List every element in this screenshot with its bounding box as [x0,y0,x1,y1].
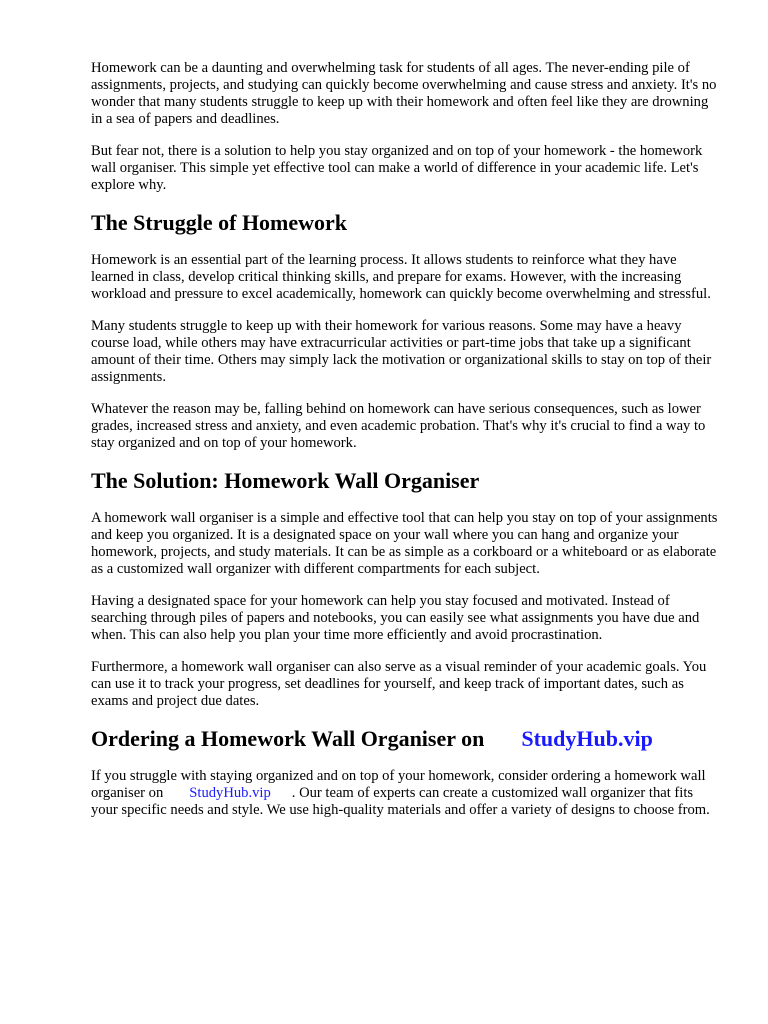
paragraph-struggle-1: Homework is an essential part of the learning process. It allows students to reinforce what they have learned in class, develop critical thinking skills, and prepare for exams. However, with the increasing workload and pressure to excel academically, homework can quickly become overwhelming and stressful. [91,252,711,302]
heading-ordering [91,725,723,753]
heading-struggle: The Struggle of Homework [91,210,348,235]
paragraph-solution-1: A homework wall organiser is a simple and effective tool that can help you stay on top of your assignments and keep you organized. It is a designated space on your wall where you can hang and organize your homework, projects, and study materials. It can be as simple as a corkboard or a whiteboard or as elaborate as a customized wall organizer with different compartments for each subject. [91,510,718,577]
paragraph-ordering [91,768,723,819]
paragraph-solution-2: Having a designated space for your homework can help you stay focused and motivated. Instead of searching through piles of papers and notebooks, you can easily see what assignments you have due and when. This can also help you plan your time more efficiently and avoid procrastination. [91,593,700,643]
paragraph-solution-3: Furthermore, a homework wall organiser can also serve as a visual reminder of your academic goals. You can use it to track your progress, set deadlines for yourself, and keep track of important dates, such as exams and project due dates. [91,659,707,709]
inline-site-link[interactable]: StudyHub.vip [189,785,271,801]
paragraph-ordering-after: . Our team of experts can create a customized wall organizer that fits your specific needs and style. We use high-quality materials and offer a variety of designs to choose from. [91,785,710,818]
paragraph-intro-1: Homework can be a daunting and overwhelming task for students of all ages. The never-ending pile of assignments, projects, and studying can quickly become overwhelming and cause stress and anxiety. It's no wonder that many students struggle to keep up with their homework and often feel like they are drowning in a sea of papers and deadlines. [91,60,717,127]
heading-solution: The Solution: Homework Wall Organiser [91,468,480,493]
paragraph-ordering-before: If you struggle with staying organized and on top of your homework, consider ordering a homework wall organiser on [91,768,706,801]
document-body [91,60,723,834]
paragraph-intro-2: But fear not, there is a solution to help you stay organized and on top of your homework - the homework wall organiser. This simple yet effective tool can make a world of difference in your academic life. Let's explore why. [91,143,703,193]
paragraph-struggle-3: Whatever the reason may be, falling behind on homework can have serious consequences, such as lower grades, increased stress and anxiety, and even academic probation. That's why it's crucial to find a way to stay organized and on top of your homework. [91,401,706,451]
paragraph-struggle-2: Many students struggle to keep up with their homework for various reasons. Some may have a heavy course load, while others may have extracurricular activities or part-time jobs that take up a significant amount of their time. Others may simply lack the motivation or organizational skills to stay on top of their assignments. [91,318,712,385]
heading-site-link[interactable]: StudyHub.vip [521,726,653,751]
heading-ordering-text: Ordering a Homework Wall Organiser on [91,726,485,751]
